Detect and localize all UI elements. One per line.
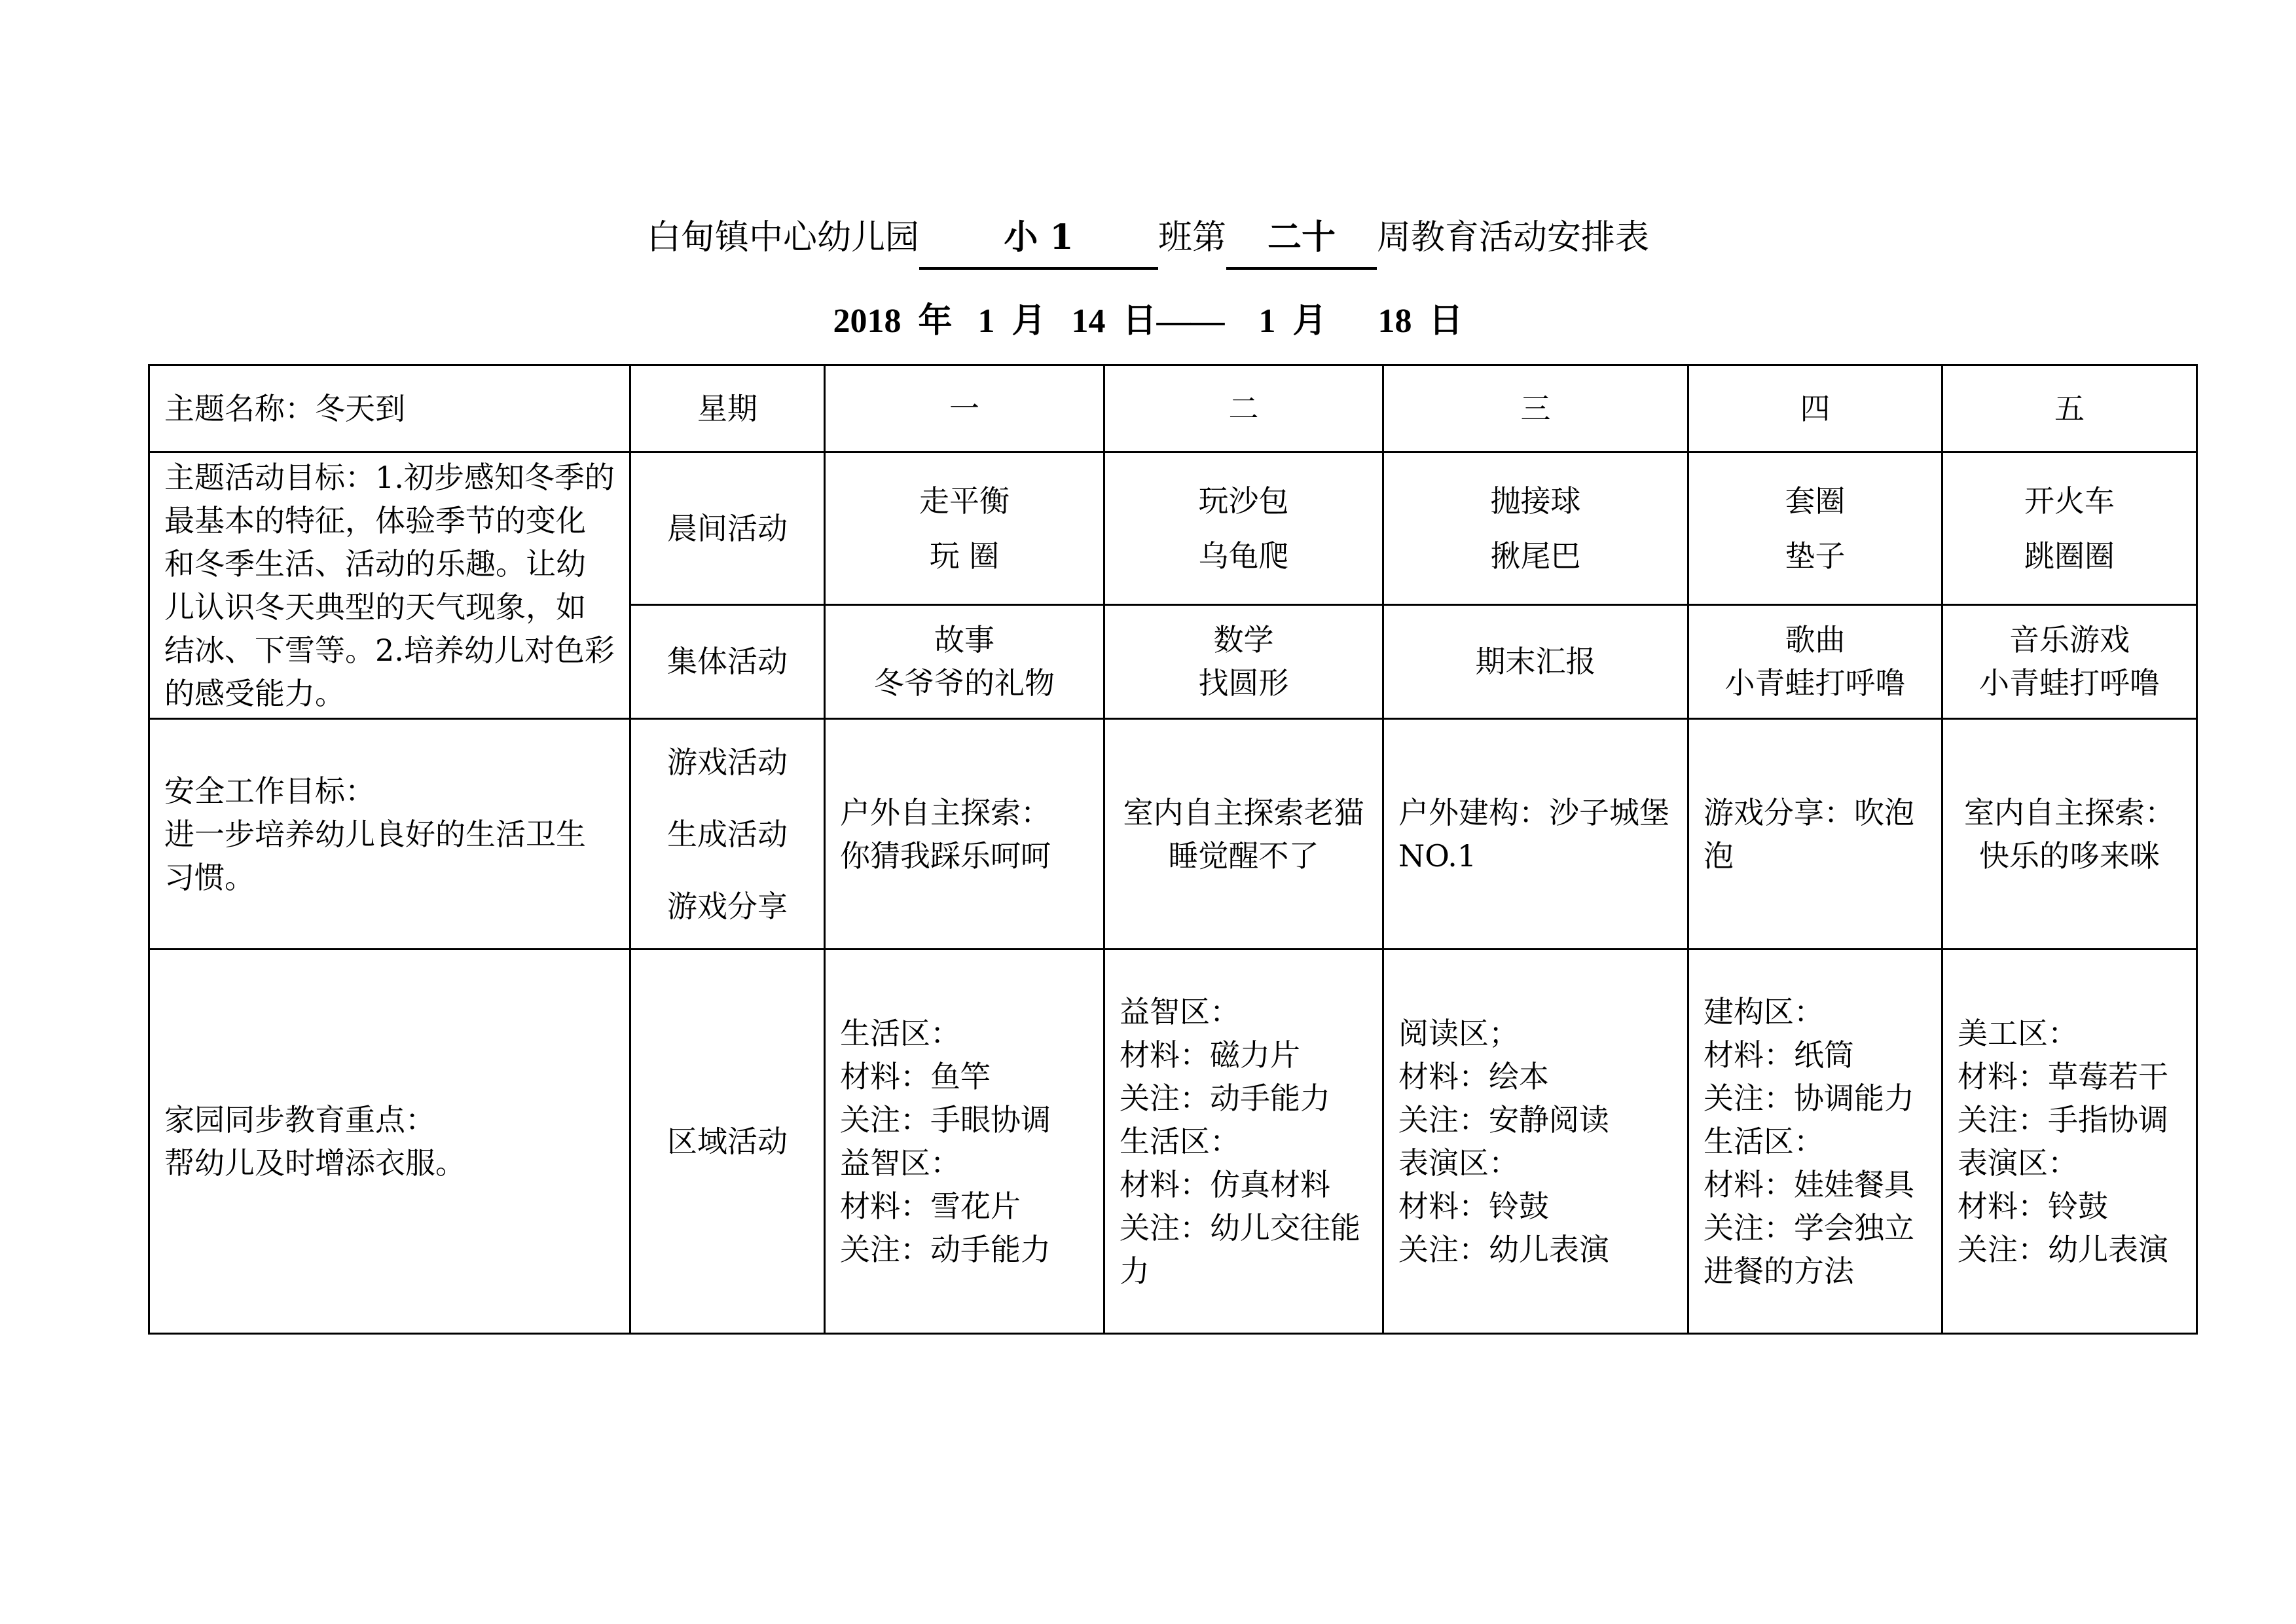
morning-label: 晨间活动: [630, 452, 825, 605]
safety-goal-cell: 安全工作目标： 进一步培养幼儿良好的生活卫生习惯。: [149, 719, 630, 950]
game-wed: 户外建构：沙子城堡 NO.1: [1383, 719, 1688, 950]
date-range: [0, 291, 2296, 351]
day-tue: 二: [1104, 365, 1383, 452]
area-row: [149, 950, 2197, 1334]
page-title: [0, 208, 2296, 270]
game-row: [149, 719, 2197, 950]
school-name: 白甸镇中心幼儿园: [646, 218, 919, 257]
weekday-label: 星期: [630, 365, 825, 452]
morning-wed: 抛接球 揪尾巴: [1383, 452, 1688, 605]
theme-name-cell: 主题名称：冬天到: [149, 365, 630, 452]
group-tue: 数学 找圆形: [1104, 604, 1383, 718]
home-education-cell: 家园同步教育重点： 帮幼儿及时增添衣服。: [149, 950, 630, 1334]
game-labels-cell: [630, 719, 825, 950]
area-mon: 生活区： 材料：鱼竿 关注：手眼协调 益智区： 材料：雪花片 关注：动手能力: [825, 950, 1104, 1334]
game-tue: 室内自主探索老猫睡觉醒不了: [1104, 719, 1383, 950]
game-label: 游戏活动: [667, 744, 788, 780]
game-thu: 游戏分享：吹泡泡: [1688, 719, 1942, 950]
date-range-text: 2018 年 1 月 14 日—— 1 月 18 日: [833, 303, 1463, 340]
group-thu: 歌曲 小青蛙打呼噜: [1688, 604, 1942, 718]
area-wed: 阅读区； 材料：绘本 关注：安静阅读 表演区： 材料：铃鼓 关注：幼儿表演: [1383, 950, 1688, 1334]
group-fri: 音乐游戏 小青蛙打呼噜: [1942, 604, 2197, 718]
class-name-field: 小 1: [919, 208, 1158, 270]
class-suffix: 班第: [1157, 218, 1226, 257]
morning-thu: 套圈 垫子: [1688, 452, 1942, 605]
share-label: 游戏分享: [667, 888, 788, 924]
day-mon: 一: [825, 365, 1104, 452]
group-label: 集体活动: [630, 604, 825, 718]
generate-label: 生成活动: [667, 816, 788, 852]
area-tue: 益智区： 材料：磁力片 关注：动手能力 生活区： 材料：仿真材料 关注：幼儿交往能力: [1104, 950, 1383, 1334]
theme-goal-cell: 主题活动目标：1.初步感知冬季的最基本的特征，体验季节的变化和冬季生活、活动的乐趣。让幼儿认识冬天典型的天气现象，如结冰、下雪等。2.培养幼儿对色彩的感受能力。: [149, 452, 630, 719]
area-label: 区域活动: [630, 950, 825, 1334]
day-wed: 三: [1383, 365, 1688, 452]
morning-row: [149, 452, 2197, 605]
week-number-field: 二十: [1226, 208, 1377, 270]
area-thu: 建构区： 材料：纸筒 关注：协调能力 生活区： 材料：娃娃餐具 关注：学会独立进餐的方法: [1688, 950, 1942, 1334]
area-fri: 美工区： 材料：草莓若干 关注：手指协调表演区： 材料：铃鼓 关注：幼儿表演: [1942, 950, 2197, 1334]
group-wed: 期末汇报: [1383, 604, 1688, 718]
group-mon: 故事 冬爷爷的礼物: [825, 604, 1104, 718]
activity-schedule-table: [148, 364, 2198, 1335]
header-row: [149, 365, 2197, 452]
game-mon: 户外自主探索： 你猜我踩乐呵呵: [825, 719, 1104, 950]
morning-fri: 开火车 跳圈圈: [1942, 452, 2197, 605]
morning-mon: 走平衡 玩 圈: [825, 452, 1104, 605]
game-fri: 室内自主探索：快乐的哆来咪: [1942, 719, 2197, 950]
day-fri: 五: [1942, 365, 2197, 452]
title-suffix: 周教育活动安排表: [1377, 218, 1650, 257]
morning-tue: 玩沙包 乌龟爬: [1104, 452, 1383, 605]
day-thu: 四: [1688, 365, 1942, 452]
